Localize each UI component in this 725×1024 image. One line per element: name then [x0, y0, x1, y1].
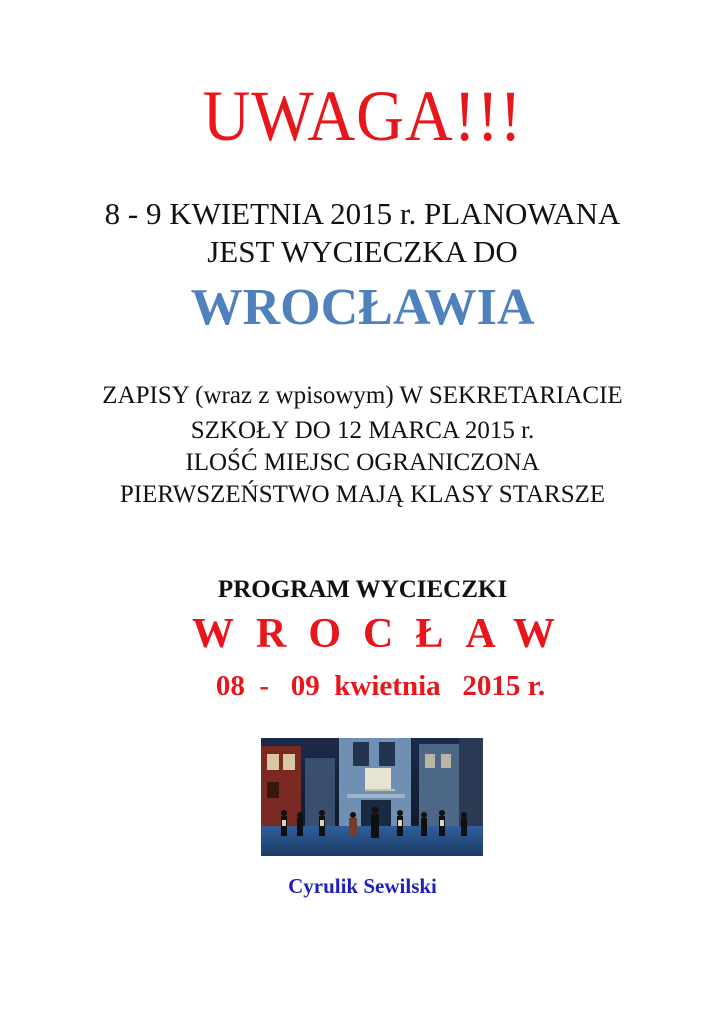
theatre-stage-photo: [261, 738, 483, 856]
stage-scene-illustration: [261, 738, 483, 856]
program-dates: 08 - 09 kwietnia 2015 r.: [215, 670, 546, 702]
trip-date-line-2: JEST WYCIECZKA DO: [207, 234, 518, 269]
trip-destination: WROCŁAWIA: [190, 279, 535, 336]
headline: UWAGA!!!: [202, 76, 523, 156]
program-city: WROCŁAW: [191, 611, 578, 657]
program-title: PROGRAM WYCIECZKI: [217, 576, 508, 603]
info-line-deadline: SZKOŁY DO 12 MARCA 2015 r.: [190, 417, 535, 444]
trip-date-line: 8 - 9 KWIETNIA 2015 r. PLANOWANA: [104, 196, 621, 231]
photo-caption: Cyrulik Sewilski: [288, 874, 437, 898]
info-line-limited-seats: ILOŚĆ MIEJSC OGRANICZONA: [185, 449, 540, 476]
info-line-signup: ZAPISY (wraz z wpisowym) W SEKRETARIACIE: [102, 382, 623, 409]
info-line-priority: PIERWSZEŃSTWO MAJĄ KLASY STARSZE: [119, 481, 606, 508]
